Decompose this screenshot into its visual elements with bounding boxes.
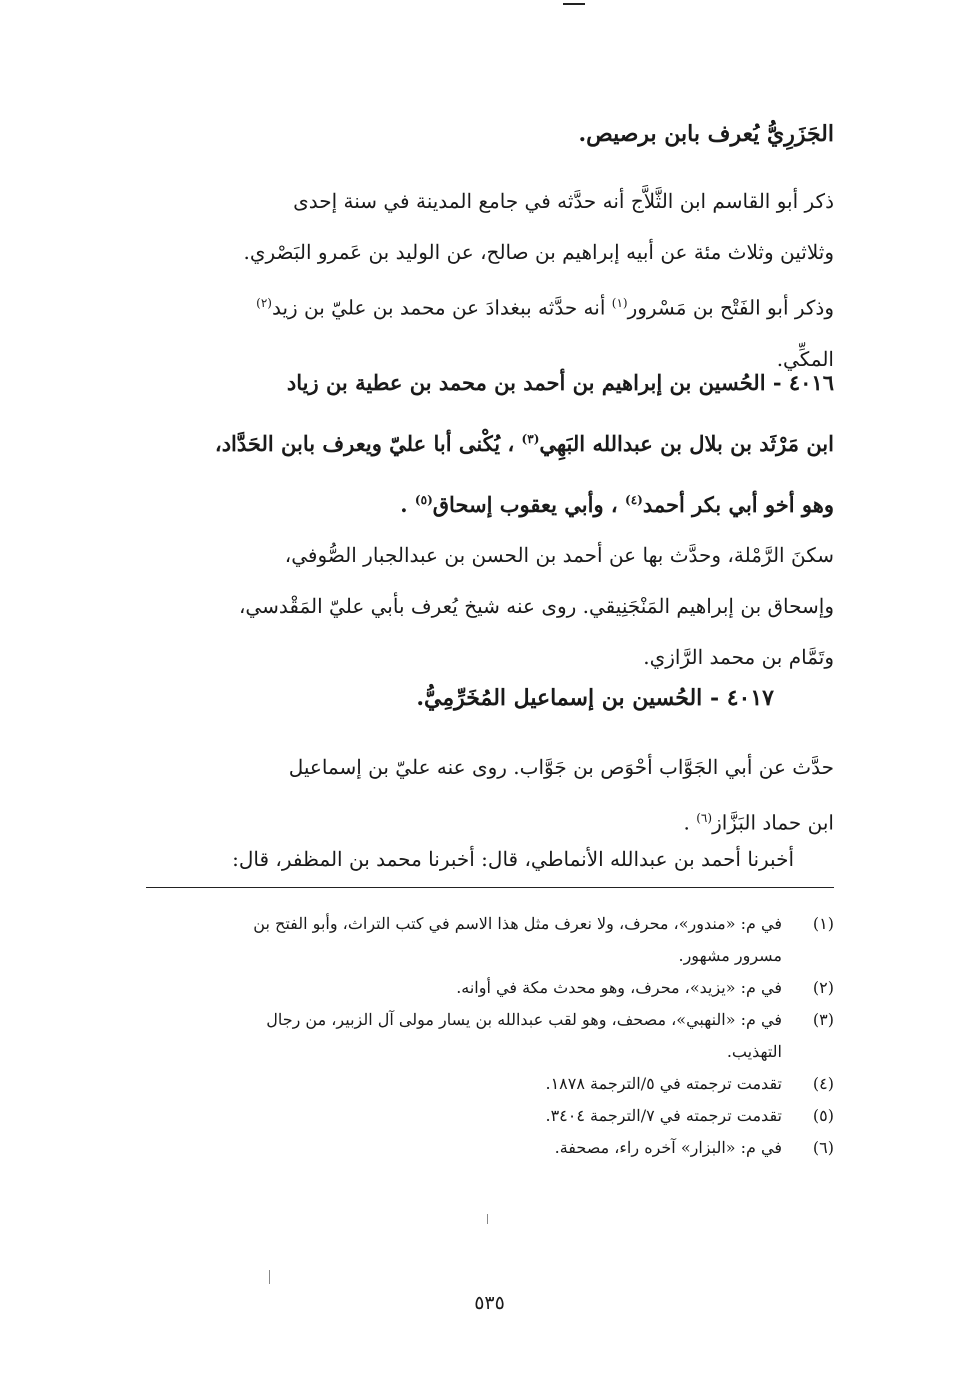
footnote-ref-5: (٥) [414,493,433,507]
intro-line: الجَزَرِيُّ يُعرف بابن برصيص. [578,121,834,147]
paragraph-3-line-2a: ابن حماد البَزَّاز [712,810,834,835]
footnote-number: (١) [812,914,834,933]
scan-speck [269,1270,270,1284]
footnote-5-line-1: تقدمت ترجمته في ٧/الترجمة ٣٤٠٤. [545,1106,782,1125]
top-edge-mark [563,3,585,5]
paragraph-2 [134,530,834,683]
paragraph-1-line-2: وثلاثين وثلاث مئة عن أبيه إبراهيم بن صالح، عن الوليد بن عَمرو البَصْري. [243,240,834,264]
footnote-3-line-1: في م: «النهبي»، مصحف، وهو لقب عبدالله بن يسار مولى آل الزبير، من رجال [266,1010,782,1029]
paragraph-4 [134,834,834,885]
entry-4016-line-3c: . [400,492,408,517]
footnote-1-line-2: مسرور مشهور. [678,946,782,965]
footnote-3-line-2: التهذيب. [726,1042,782,1061]
footnote-4-line-1: تقدمت ترجمته في ٥/الترجمة ١٨٧٨. [545,1074,782,1093]
footnote-3 [124,1004,834,1068]
footnote-ref-2: (٢) [256,296,272,310]
paragraph-1-line-1: ذكر أبو القاسم ابن الثَّلاَّج أنه حدَّثه في جامع المدينة في سنة إحدى [293,189,834,213]
paragraph-3-line-2b: . [683,810,690,835]
paragraph-4-line-1: أخبرنا أحمد بن عبدالله الأنماطي، قال: أخبرنا محمد بن المظفر، قال: [232,847,794,871]
paragraph-3 [134,742,834,849]
entry-4016 [134,354,834,533]
scan-speck [487,1214,488,1224]
footnote-1 [124,908,834,972]
entry-4016-line-1: ٤٠١٦ - الحُسين بن إبراهيم بن أحمد بن محمد بن عطية بن زياد [286,370,834,395]
paragraph-1-line-4: المكِّي. [776,346,834,371]
footnote-4 [124,1068,834,1100]
intro-block [134,112,834,156]
page-number: ٥٣٥ [474,1292,505,1314]
footnote-6-line-1: في م: «البزار» آخره راء، مصحفة. [554,1138,782,1157]
entry-4016-line-2b: ، يُكْنى أبا عليّ ويعرف بابن الحَدَّاد، [214,431,515,456]
footnote-2 [124,972,834,1004]
footnote-5 [124,1100,834,1132]
entry-4017-heading: ٤٠١٧ - الحُسين بن إسماعيل المُخَرِّمِيُّ. [416,685,774,711]
footnotes [124,908,834,1164]
footnote-separator [146,887,834,888]
footnote-2-line-1: في م: «يزيد»، محرف، وهو محدث مكة في أوانه. [456,978,782,997]
paragraph-1-line-3 [134,278,834,334]
paragraph-1-line-3a: وذكر أبو الفَتْح بن مَسْرور [627,295,834,320]
entry-4016-line-3a: وهو أخو أبي بكر أحمد [642,492,834,517]
paragraph-2-line-1: سكنَ الرَّمْلة، وحدَّث بها عن أحمد بن الحسن بن عبدالجبار الصُّوفي، [284,543,834,567]
footnote-6 [124,1132,834,1164]
footnote-number: (٦) [812,1138,834,1157]
entry-4016-line-3 [134,472,834,533]
footnote-ref-3: (٣) [521,432,540,446]
paragraph-3-line-1: حدَّث عن أبي الجَوَّاب أحْوَص بن جَوَّاب. روى عنه عليّ بن إسماعيل [288,755,834,779]
footnote-ref-6: (٦) [696,811,713,825]
footnote-number: (٥) [812,1106,834,1125]
entry-4016-line-3b: ، وأبي يعقوب إسحاق [432,492,618,517]
footnote-ref-4: (٤) [625,493,643,507]
entry-4017 [134,676,834,720]
footnote-number: (٢) [812,978,834,997]
paragraph-2-line-3: وتَمَّام بن محمد الرَّازي. [643,645,834,669]
footnote-number: (٣) [812,1010,834,1029]
paragraph-2-line-2: وإسحاق بن إبراهيم المَنْجَنِيقي. روى عنه شيخ يُعرف بأبي عليّ المَقْدسي، [238,594,834,618]
footnote-1-line-1: في م: «مندور»، محرف، ولا نعرف مثل هذا الاسم في كتب التراث، وأبو الفتح بن [253,914,782,933]
entry-4016-line-2 [134,411,834,472]
paragraph-1-line-3b: أنه حدَّثه ببغدادَ عن محمد بن عليّ بن زيد [271,295,606,320]
footnote-ref-1: (١) [611,296,628,310]
footnote-number: (٤) [812,1074,834,1093]
entry-4016-line-2a: ابن مَرْثَد بن بلال بن عبدالله البَهِي [539,431,834,456]
